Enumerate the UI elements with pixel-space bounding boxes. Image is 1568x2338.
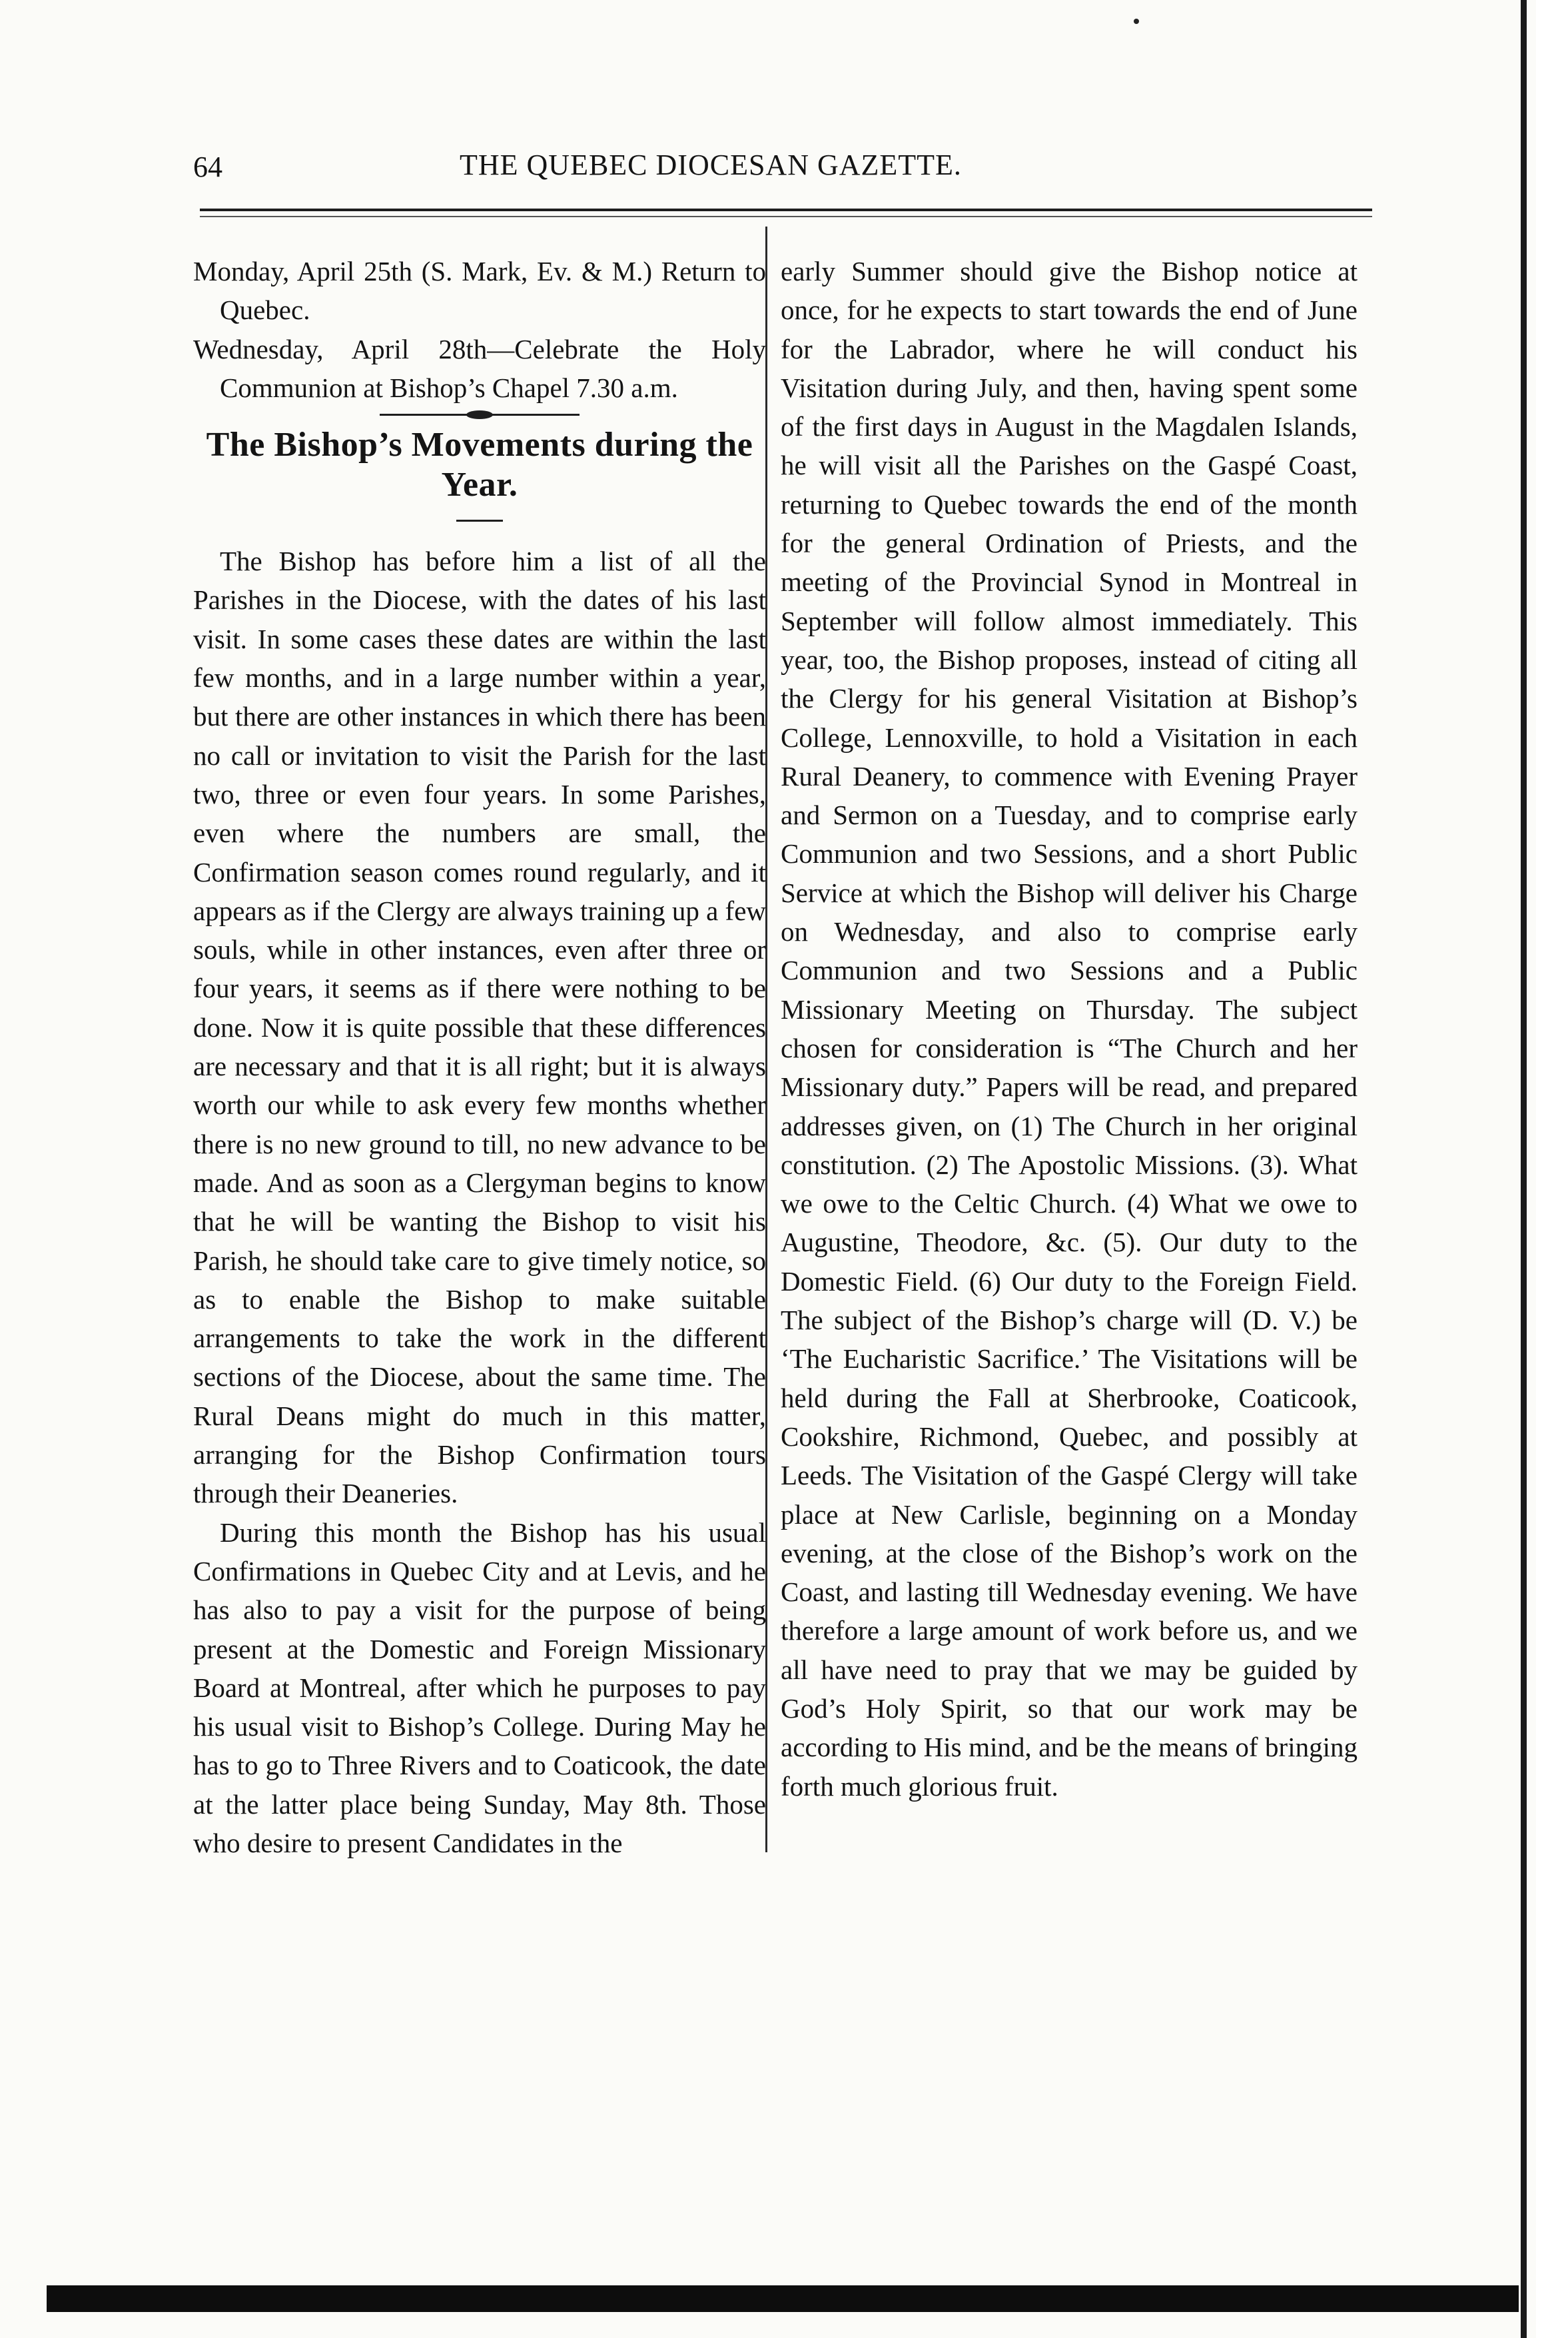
article-paragraph: During this month the Bishop has his usual Confirmations in Quebec City and at Levis, and he has also to pay a visit for the purpose of being present at the Domestic and Foreign Missionary Board at Montreal, after which he purposes to pay his usual visit to Bishop’s College. During May he has to go to Three Rivers and to Coaticook, the date at the latter place being Sunday, May 8th. Those who desire to present Candidates in the xyxy=(193,1516,766,1858)
heading-rule xyxy=(456,520,503,522)
scan-edge-shadow xyxy=(1521,0,1527,2338)
article-paragraph: The Bishop has before him a list of all the Parishes in the Diocese, with the dates of his last visit. In some cases these dates are within the last few months, and in a large number within a year, but there are other instances in which there has been no call or invitation to visit the Parish for the last two, three or even four years. In some Parishes, even where the numbers are small, the Confirmation season comes round regularly, and it appears as if the Clergy are always training up a few souls, while in other instances, even after three or four years, it seems as if there were nothing to be done. Now it is quite possible that these differences are necessary and that it is all right; but it is always worth our while to ask every few months whether there is no new ground to till, no new advance to be made. And as soon as a Clergyman begins to know that he will be wanting the Bishop to visit his Parish, he should take care to give timely notice, so as to enable the Bishop to make suitable arrangements to take the work in the different sections of the Diocese, about the same time. The Rural Deans might do much in this matter, arranging for the Bishop Confirmation tours through their Deaneries. xyxy=(193,546,766,1509)
itinerary-entry: Wednesday, April 28th—Celebrate the Holy Communion at Bishop’s Chapel 7.30 a.m. xyxy=(193,333,766,403)
left-column xyxy=(193,252,766,1862)
scan-speck xyxy=(1134,19,1139,24)
article-paragraph-continued: early Summer should give the Bishop notice at once, for he expects to start towards the end of June for the Labrador, where he will conduct his Visitation during July, and then, having spent some of the first days in August in the Magdalen Islands, he will visit all the Parishes on the Gaspé Coast, returning to Quebec towards the end of the month for the general Ordination of Priests, and the meeting of the Provincial Synod in Montreal in September will follow almost immediately. This year, too, the Bishop proposes, instead of citing all the Clergy for his general Visitation at Bishop’s College, Lennoxville, to hold a Visitation in each Rural Deanery, to commence with Evening Prayer and Sermon on a Tuesday, and to comprise early Communion and two Sessions, and a short Public Service at which the Bishop will deliver his Charge on Wednesday, and also to comprise early Communion and two Sessions and a Public Missionary Meeting on Thursday. The subject chosen for consideration is “The Church and her Missionary duty.” Papers will be read, and prepared addresses given, on (1) The Church in her original constitution. (2) The Apostolic Missions. (3). What we owe to the Celtic Church. (4) What we owe to Augustine, Theodore, &c. (5). Our duty to the Domestic Field. (6) Our duty to the Foreign Field. The subject of the Bishop’s charge will (D. V.) be ‘The Eucharistic Sacrifice.’ The Visitations will be held during the Fall at Sherbrooke, Coaticook, Cookshire, Richmond, Quebec, and possibly at Leeds. The Visitation of the Gaspé Clergy will take place at New Carlisle, beginning on a Monday evening, at the close of the Bishop’s work on the Coast, and lasting till Wednesday evening. We have therefore a large amount of work before us, and we all have need to pray that we may be guided by God’s Holy Spirit, so that our work may be according to His mind, and be the means of bringing forth much glorious fruit. xyxy=(781,256,1358,1802)
section-divider xyxy=(380,414,580,416)
scan-bottom-shadow xyxy=(47,2285,1519,2312)
header-rule-thin xyxy=(200,216,1372,217)
itinerary-entry: Monday, April 25th (S. Mark, Ev. & M.) Return to Quebec. xyxy=(193,256,766,326)
article-heading: The Bishop’s Movements during the Year. xyxy=(206,426,753,504)
running-head: THE QUEBEC DIOCESAN GAZETTE. xyxy=(460,149,962,181)
right-column xyxy=(781,252,1358,1806)
page-number: 64 xyxy=(193,151,222,183)
scan-margin xyxy=(1536,0,1568,2338)
header-rule xyxy=(200,209,1372,211)
